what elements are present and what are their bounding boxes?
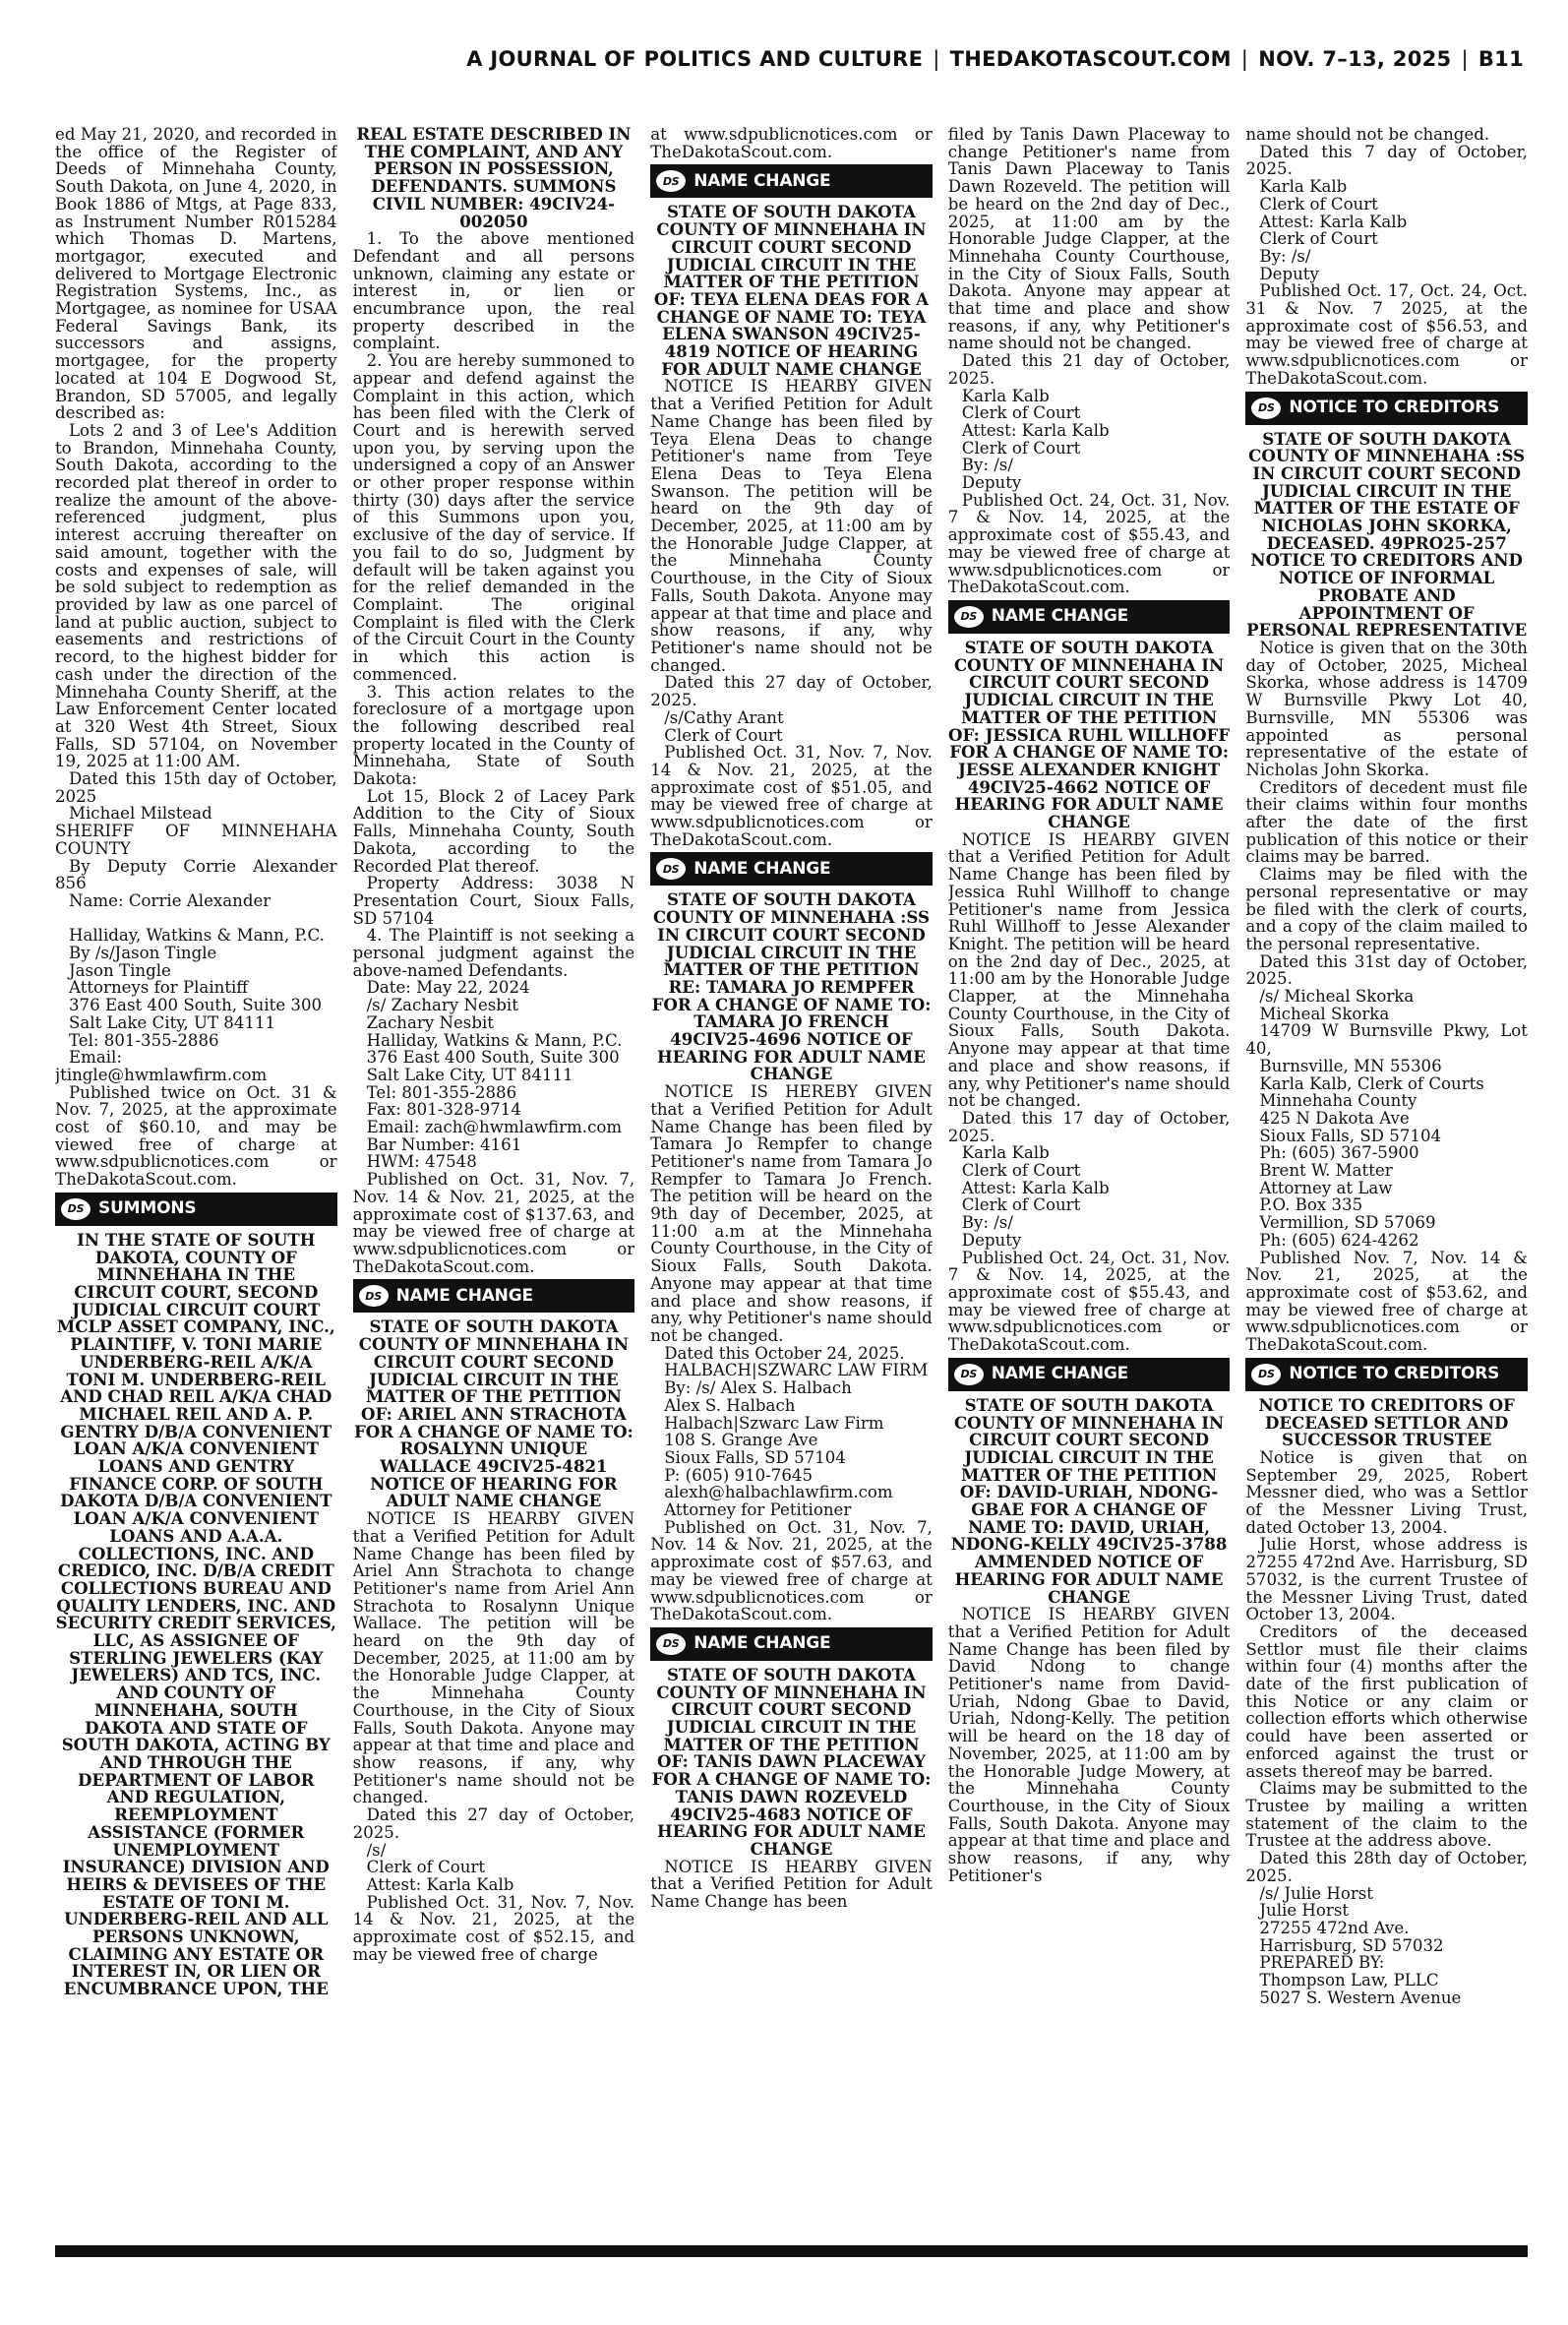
summons-text: 1. To the above mentioned Defendant and all persons unknown, claiming any estate or interest in, or lien or encumbrance upon, the real property described in the complaint. — [352, 229, 635, 353]
notice-heading: STATE OF SOUTH DAKOTA COUNTY OF MINNEHAHA :SS IN CIRCUIT COURT SECOND JUDICIAL CIRCUIT IN THE MATTER OF THE ESTATE OF NICHOLAS JOHN SKORKA, DECEASED. 49PRO25-257 NOTICE TO CREDITORS AND NOTICE OF INFORMAL PROBATE AND APPOINTMENT OF PERSONAL REPRESENTATIVE — [1246, 428, 1528, 641]
scout-logo-icon: DS — [1251, 398, 1281, 419]
notice-text: Julie Horst, whose address is 27255 472nd Ave. Harrisburg, SD 57032, is the current Trustee of the Messner Living Trust, dated October 13, 2004. — [1245, 1535, 1528, 1624]
name-change-banner — [650, 164, 933, 198]
address-line: Salt Lake City, UT 84111 — [69, 1012, 276, 1032]
signature-line: Clerk of Court — [961, 1195, 1081, 1215]
signature-line: /s/ — [366, 1840, 387, 1860]
signature-line: By: /s/ — [961, 456, 1013, 475]
publication-note: Published on Oct. 31, Nov. 7, Nov. 14 & Nov. 21, 2025, at the approximate cost of $57.63, and may be viewed free of charge at www.sdpublicnotices.com or TheDakotaScout.com. — [650, 1517, 933, 1624]
address-line: 5027 S. Western Avenue — [1259, 1988, 1462, 2007]
signature-line: Clerk of Court — [664, 725, 783, 745]
signature-line: Karla Kalb, Clerk of Courts — [1259, 1073, 1484, 1093]
phone-line: Tel: 801-355-2886 — [69, 1030, 219, 1050]
notice-heading: STATE OF SOUTH DAKOTA COUNTY OF MINNEHAHA IN CIRCUIT COURT SECOND JUDICIAL CIRCUIT IN THE MATTER OF THE PETITION OF: ARIEL ANN STRACHOTA FOR A CHANGE OF NAME TO: ROSALYNN UNIQUE WALLACE 49CIV25-4821 NOTICE OF HEARING FOR ADULT NAME CHANGE — [354, 1316, 633, 1511]
scout-logo-icon: DS — [359, 1285, 389, 1307]
dated-line: Dated this 15th day of October, 2025 — [55, 769, 337, 806]
phone-line: Ph: (605) 367-5900 — [1259, 1143, 1419, 1163]
address-line: P.O. Box 335 — [1259, 1195, 1363, 1215]
signature-line: Micheal Skorka — [1259, 1004, 1390, 1023]
masthead: A JOURNAL OF POLITICS AND CULTURE | THEDAKOTASCOUT.COM | NOV. 7–13, 2025 | B11 — [466, 47, 1524, 71]
email-line: Email: jtingle@hwmlawfirm.com — [55, 1048, 268, 1084]
page-number: B11 — [1478, 47, 1524, 71]
notice-text: Creditors of decedent must file their claims within four months after the date of the first publication of this notice or their claims may be barred. — [1245, 777, 1528, 867]
notice-text: NOTICE IS HEARBY GIVEN that a Verified Petition for Adult Name Change has been filed by Jessica Ruhl Willhoff to change Petitioner's name from Jessica Ruhl Willhoff to Jesse Alexander Knight. The petition will be heard on the 2nd day of Dec., 2025, at 11:00 am by the Honorable Judge Clapper, at the Minnehaha County Courthouse, in the City of Sioux Falls, South Dakota. Anyone may appear at that time and place and show reasons, if any, why Petitioner's name should not be changed. — [947, 829, 1231, 1111]
address-line: 108 S. Grange Ave — [664, 1431, 818, 1450]
summons-text: 4. The Plaintiff is not seeking a personal judgment against the above-named Defendants. — [352, 926, 635, 980]
notice-to-creditors-banner — [1245, 392, 1528, 425]
signature-line: Attest: Karla Kalb — [961, 420, 1110, 440]
foreclosure-text: ed May 21, 2020, and recorded in the office of the Register of Deeds of Minnehaha County, South Dakota, on June 4, 2020, in Book 1886 of Mtgs, at Page 833, as Instrument Number R015284 which Thomas D. Martens, mortgagor, executed and delivered to Mortgage Electronic Registration Systems, Inc., as Mortgagee, as nominee for USAA Federal Savings Bank, its successors and assigns, mortgagee, for the property located at 104 E Dogwood St, Brandon, SD 57005, and legally described as: — [55, 126, 337, 423]
foreclosure-text: Lots 2 and 3 of Lee's Addition to Brandon, Minnehaha County, South Dakota, according to the recorded plat thereof in order to realize the amount of the above-referenced judgment, plus interest accruing thereafter on said amount, together with the costs and expenses of sale, will be sold subject to redemption as provided by law as one parcel of land at public auction, subject to easements and restrictions of record, to the highest bidder for cash under the direction of the Minnehaha County Sheriff, at the Law Enforcement Center located at 320 West 4th Street, Sioux Falls, SD 57104, on November 19, 2025 at 11:00 AM. — [55, 420, 337, 771]
notice-heading: REAL ESTATE DESCRIBED IN THE COMPLAINT, AND ANY PERSON IN POSSESSION, DEFENDANTS. SUMMONS CIVIL NUMBER: 49CIV24-002050 — [356, 126, 632, 231]
signature-line: Zachary Nesbit — [366, 1012, 494, 1032]
address-line: 376 East 400 South, Suite 300 — [366, 1048, 620, 1068]
notice-text: Notice is given that on September 29, 2025, Robert Messner died, who was a Settlor of the Messner Living Trust, dated October 13, 2004. — [1245, 1447, 1528, 1537]
notice-text: Claims may be submitted to the Trustee by mailing a written statement of the claim to the Trustee at the address above. — [1245, 1779, 1528, 1851]
dated-line: Dated this 17 day of October, 2025. — [947, 1108, 1231, 1145]
banner-label: NOTICE TO CREDITORS — [1289, 1363, 1500, 1383]
notice-heading: NOTICE TO CREDITORS OF DECEASED SETTLOR AND SUCCESSOR TRUSTEE — [1258, 1394, 1515, 1450]
column-3 — [650, 126, 933, 2228]
signature-line: Attest: Karla Kalb — [366, 1874, 514, 1894]
scout-logo-icon: DS — [954, 606, 984, 628]
notice-text: Notice is given that on the 30th day of October, 2025, Micheal Skorka, whose address is 14709 W Burnsville Pkwy Lot 40, Burnsville, MN 55306 was appointed as personal representative of the estate of Nicholas John Skorka. — [1245, 638, 1528, 779]
dated-line: Date: May 22, 2024 — [366, 978, 530, 998]
name-change-banner — [948, 600, 1231, 634]
dated-line: Dated this 31st day of October, 2025. — [1245, 951, 1528, 989]
notice-heading: STATE OF SOUTH DAKOTA COUNTY OF MINNEHAHA :SS IN CIRCUIT COURT SECOND JUDICIAL CIRCUIT IN THE MATTER OF THE PETITION RE: TAMARA JO REMPFER FOR A CHANGE OF NAME TO: TAMARA JO FRENCH 49CIV25-4696 NOTICE OF HEARING FOR ADULT NAME CHANGE — [651, 889, 932, 1084]
address-line: Burnsville, MN 55306 — [1259, 1056, 1442, 1075]
signature-line: Deputy — [961, 1230, 1022, 1250]
firm-line: Halbach|Szwarc Law Firm — [664, 1413, 884, 1433]
publication-note: at www.sdpublicnotices.com or TheDakotaScout.com. — [650, 126, 933, 161]
signature-line: By Deputy Corrie Alexander 856 — [55, 856, 337, 893]
address-line: 27255 472nd Ave. — [1259, 1918, 1410, 1937]
name-change-banner — [650, 852, 933, 886]
masthead-site[interactable]: THEDAKOTASCOUT.COM — [949, 47, 1232, 71]
banner-label: NAME CHANGE — [991, 1363, 1129, 1383]
signature-line: /s/ Julie Horst — [1259, 1883, 1373, 1903]
dated-line: Dated this October 24, 2025. — [664, 1343, 905, 1363]
notice-text: Creditors of the deceased Settlor must file their claims within four (4) months after the date of the first publication of this Notice or any claim or collection efforts which otherwise could have been asserted or enforced against the trust or assets thereof may be barred. — [1245, 1621, 1528, 1781]
summons-text: 2. You are hereby summoned to appear and defend against the Complaint in this action, which has been filed with the Clerk of Court and is herewith served upon you, by serving upon the undersigned a copy of an Answer or other proper response within thirty (30) days after the service of this Summons upon you, exclusive of the day of service. If you fail to do so, Judgment by default will be taken against you for the relief demanded in the Complaint. The original Complaint is filed with the Clerk of the Circuit Court in the County in which this action is commenced. — [352, 351, 635, 684]
scout-logo-icon: DS — [656, 170, 686, 192]
notice-text: name should not be changed. — [1245, 126, 1490, 144]
signature-line: /s/Cathy Arant — [664, 707, 784, 727]
signature-line: By /s/Jason Tingle — [69, 944, 217, 963]
column-2 — [353, 126, 635, 2228]
signature-line: By: /s/ Alex S. Halbach — [664, 1378, 852, 1398]
banner-label: SUMMONS — [98, 1198, 197, 1219]
banner-label: NAME CHANGE — [694, 858, 831, 879]
signature-line: PREPARED BY: — [1259, 1953, 1385, 1973]
notice-text: NOTICE IS HEREBY GIVEN that a Verified Petition for Adult Name Change has been filed by Tamara Jo Rempfer to change Petitioner's name from Tamara Jo Rempfer to Tamara Jo French. The petition will be heard on the 9th day of December, 2025, at 11:00 a.m at the Minnehaha County Courthouse, in the City of Sioux Falls, South Dakota. Anyone may appear at that time and place and show reasons, if any, why Petitioner's name should not be changed. — [650, 1082, 933, 1345]
signature-line: SHERIFF OF MINNEHAHA COUNTY — [55, 822, 337, 858]
banner-label: NAME CHANGE — [694, 1633, 831, 1654]
firm-line: Halliday, Watkins & Mann, P.C. — [366, 1030, 623, 1050]
notice-text: NOTICE IS HEARBY GIVEN that a Verified Petition for Adult Name Change has been — [650, 1857, 933, 1912]
signature-line: Name: Corrie Alexander — [69, 890, 271, 910]
banner-label: NOTICE TO CREDITORS — [1289, 397, 1500, 417]
name-change-banner — [650, 1627, 933, 1661]
notice-text: NOTICE IS HEARBY GIVEN that a Verified Petition for Adult Name Change has been filed by Teya Elena Deas to change Petitioner's name from Teye Elena Deas to Teya Elena Swanson. The petition will be heard on the 9th day of December, 2025, at 11:00 am by the Honorable Judge Clapper, at the Minnehaha County Courthouse, in the City of Sioux Falls, South Dakota. Anyone may appear at that time and place and show reasons, if any, why Petitioner's name should not be changed. — [650, 377, 933, 675]
signature-line: Clerk of Court — [961, 438, 1081, 458]
name-change-banner — [948, 1358, 1231, 1391]
publication-note: Published twice on Oct. 31 & Nov. 7, 2025, at the approximate cost of $60.10, and may be viewed free of charge at www.sdpublicnotices.com or TheDakotaScout.com. — [55, 1082, 337, 1190]
signature-line: Clerk of Court — [961, 1161, 1081, 1181]
dated-line: Dated this 21 day of October, 2025. — [947, 351, 1231, 388]
masthead-journal: A JOURNAL OF POLITICS AND CULTURE — [466, 47, 924, 71]
summons-text: Property Address: 3038 N Presentation Court, Sioux Falls, SD 57104 — [352, 874, 635, 928]
banner-label: NAME CHANGE — [991, 606, 1129, 627]
summons-text: 3. This action relates to the foreclosure of a mortgage upon the following described real property located in the County of Minnehaha, State of South Dakota: — [352, 682, 635, 789]
signature-line: Brent W. Matter — [1259, 1161, 1393, 1181]
signature-line: Karla Kalb — [961, 386, 1050, 405]
signature-line: Deputy — [1259, 264, 1319, 283]
publication-note: Published Oct. 24, Oct. 31, Nov. 7 & Nov. 14, 2025, at the approximate cost of $55.43, and may be viewed free of charge at www.sdpublicnotices.com or TheDakotaScout.com. — [947, 490, 1231, 597]
signature-line: Attorney for Petitioner — [664, 1500, 852, 1520]
signature-line: Deputy — [961, 473, 1022, 493]
phone-line: Tel: 801-355-2886 — [366, 1082, 517, 1102]
signature-line: Clerk of Court — [366, 1858, 486, 1877]
firm-line: Halliday, Watkins & Mann, P.C. — [69, 926, 325, 946]
address-line: 14709 W Burnsville Pkwy, Lot 40, — [1245, 1021, 1528, 1059]
scout-logo-icon: DS — [1251, 1364, 1281, 1385]
signature-line: By: /s/ — [961, 1213, 1013, 1233]
spacer — [55, 910, 337, 928]
notice-text: NOTICE IS HEARBY GIVEN that a Verified Petition for Adult Name Change has been filed by David Ndong to change Petitioner's name from David-Uriah, Ndong Gbae to David, Uriah, Ndong-Kelly. The petition will be heard on the 18 day of November, 2025, at 11:00 am by the Honorable Judge Mowery, at the Minnehaha County Courthouse, in the City of Sioux Falls, South Dakota. Anyone may appear at that time and place and show reasons, if any, why Petitioner's — [947, 1605, 1231, 1885]
summons-banner — [55, 1193, 337, 1226]
signature-line: Minnehaha County — [1259, 1091, 1417, 1111]
banner-label: NAME CHANGE — [395, 1285, 533, 1306]
signature-line: Alex S. Halbach — [664, 1395, 796, 1415]
notice-heading: STATE OF SOUTH DAKOTA COUNTY OF MINNEHAHA IN CIRCUIT COURT SECOND JUDICIAL CIRCUIT IN THE MATTER OF THE PETITION OF: TEYA ELENA DEAS FOR A CHANGE OF NAME TO: TEYA ELENA SWANSON 49CIV25-4819 NOTICE OF HEARING FOR ADULT NAME CHANGE — [653, 202, 930, 379]
signature-line: Michael Milstead — [69, 804, 212, 824]
scout-logo-icon: DS — [954, 1364, 984, 1385]
hwm-number: HWM: 47548 — [366, 1152, 477, 1172]
signature-line: Clerk of Court — [1259, 229, 1378, 249]
publication-note: Published Oct. 31, Nov. 7, Nov. 14 & Nov. 21, 2025, at the approximate cost of $51.05, and may be viewed free of charge at www.sdpublicnotices.com or TheDakotaScout.com. — [650, 743, 933, 849]
address-line: 376 East 400 South, Suite 300 — [69, 996, 323, 1015]
signature-line: Clerk of Court — [961, 403, 1081, 423]
notice-columns — [55, 126, 1528, 2228]
publication-note: Published on Oct. 31, Nov. 7, Nov. 14 & Nov. 21, 2025, at the approximate cost of $137.63, and may be viewed free of charge at www.sdpublicnotices.com or TheDakotaScout.com. — [352, 1170, 635, 1276]
column-1 — [55, 126, 337, 2228]
scout-logo-icon: DS — [656, 1633, 686, 1655]
scout-logo-icon: DS — [61, 1198, 90, 1220]
notice-text: Claims may be filed with the personal representative or may be filed with the clerk of courts, and a copy of the claim mailed to the personal representative. — [1245, 865, 1528, 953]
notice-text: NOTICE IS HEARBY GIVEN that a Verified Petition for Adult Name Change has been filed by Ariel Ann Strachota to change Petitioner's name from Ariel Ann Strachota to Rosalynn Unique Wallace. The petition will be heard on the 9th day of December, 2025, at 11:00 am by the Honorable Judge Clapper, at the Minnehaha County Courthouse, in the City of Sioux Falls, South Dakota. Anyone may appear at that time and place and show reasons, if any, why Petitioner's name should not be changed. — [352, 1509, 635, 1807]
signature-line: /s/ Zachary Nesbit — [366, 996, 518, 1015]
dated-line: Dated this 27 day of October, 2025. — [352, 1805, 635, 1842]
summons-text: Lot 15, Block 2 of Lacey Park Addition to the City of Sioux Falls, Minnehaha County, South Dakota, according to the Recorded Plat thereof. — [352, 786, 635, 876]
signature-line: Attorneys for Plaintiff — [69, 978, 249, 998]
scout-logo-icon: DS — [656, 858, 686, 880]
publication-note: Published Oct. 24, Oct. 31, Nov. 7 & Nov. 14, 2025, at the approximate cost of $55.43, and may be viewed free of charge at www.sdpublicnotices.com or TheDakotaScout.com. — [947, 1248, 1231, 1355]
address-line: Vermillion, SD 57069 — [1259, 1213, 1436, 1233]
dated-line: Dated this 27 day of October, 2025. — [650, 673, 933, 710]
address-line: 425 N Dakota Ave — [1259, 1108, 1410, 1128]
publication-note: Published Oct. 17, Oct. 24, Oct. 31 & Nov. 7 2025, at the approximate cost of $56.53, and may be viewed free of charge at www.sdpublicnotices.com or TheDakotaScout.com. — [1245, 281, 1528, 388]
signature-line: Clerk of Court — [1259, 194, 1378, 214]
notice-text: filed by Tanis Dawn Placeway to change Petitioner's name from Tanis Dawn Placeway to Tanis Dawn Rozeveld. The petition will be heard on the 2nd day of Dec., 2025, at 11:00 am by the Honorable Judge Clapper, at the Minnehaha County Courthouse, in the City of Sioux Falls, South Dakota. Anyone may appear at that time and place and show reasons, if any, why Petitioner's name should not be changed. — [947, 126, 1231, 353]
publication-note: Published Oct. 31, Nov. 7, Nov. 14 & Nov. 21, 2025, at the approximate cost of $52.15, and may be viewed free of charge — [352, 1892, 635, 1964]
notice-to-creditors-banner — [1245, 1358, 1528, 1391]
firm-line: HALBACH|SZWARC LAW FIRM — [664, 1361, 929, 1380]
signature-line: Attorney at Law — [1259, 1178, 1393, 1197]
fax-line: Fax: 801-328-9714 — [366, 1100, 521, 1120]
notice-heading: STATE OF SOUTH DAKOTA COUNTY OF MINNEHAHA IN CIRCUIT COURT SECOND JUDICIAL CIRCUIT IN THE MATTER OF THE PETITION OF: DAVID-URIAH, NDONG-GBAE FOR A CHANGE OF NAME TO: DAVID, URIAH, NDONG-KELLY 49CIV25-3788 AMMENDED NOTICE OF HEARING FOR ADULT NAME CHANGE — [950, 1394, 1228, 1607]
footer-rule — [55, 2245, 1528, 2257]
signature-line: By: /s/ — [1259, 246, 1311, 266]
phone-line: Ph: (605) 624-4262 — [1259, 1230, 1419, 1250]
email-line: alexh@halbachlawfirm.com — [664, 1483, 893, 1502]
signature-line: Karla Kalb — [1259, 177, 1348, 197]
signature-line: Attest: Karla Kalb — [1259, 212, 1408, 231]
address-line: Harrisburg, SD 57032 — [1259, 1935, 1444, 1955]
notice-heading: STATE OF SOUTH DAKOTA COUNTY OF MINNEHAHA IN CIRCUIT COURT SECOND JUDICIAL CIRCUIT IN THE MATTER OF THE PETITION OF: TANIS DAWN PLACEWAY FOR A CHANGE OF NAME TO: TANIS DAWN ROZEVELD 49CIV25-4683 NOTICE OF HEARING FOR ADULT NAME CHANGE — [651, 1664, 932, 1859]
signature-line: Attest: Karla Kalb — [961, 1178, 1110, 1197]
email-line: Email: zach@hwmlawfirm.com — [366, 1118, 623, 1137]
address-line: Sioux Falls, SD 57104 — [664, 1447, 846, 1467]
notice-heading: STATE OF SOUTH DAKOTA COUNTY OF MINNEHAHA IN CIRCUIT COURT SECOND JUDICIAL CIRCUIT IN THE MATTER OF THE PETITION OF: JESSICA RUHL WILLHOFF FOR A CHANGE OF NAME TO: JESSE ALEXANDER KNIGHT 49CIV25-4662 NOTICE OF HEARING FOR ADULT NAME CHANGE — [948, 637, 1231, 832]
banner-label: NAME CHANGE — [694, 170, 831, 191]
column-5 — [1245, 126, 1528, 2228]
name-change-banner — [353, 1279, 635, 1313]
notice-heading: IN THE STATE OF SOUTH DAKOTA, COUNTY OF MINNEHAHA IN THE CIRCUIT COURT, SECOND JUDICIAL CIRCUIT COURT MCLP ASSET COMPANY, INC., PLAINTIFF, V. TONI MARIE UNDERBERG-REIL A/K/A TONI M. UNDERBERG-REIL AND CHAD REIL A/K/A CHAD MICHAEL REIL AND A. P. GENTRY D/B/A CONVENIENT LOAN A/K/A CONVENIENT LOANS AND GENTRY FINANCE CORP. OF SOUTH DAKOTA D/B/A CONVENIENT LOAN A/K/A CONVENIENT LOANS AND A.A.A. COLLECTIONS, INC. AND CREDICO, INC. D/B/A CREDIT COLLECTIONS BUREAU AND QUALITY LENDERS, INC. AND SECURITY CREDIT SERVICES, LLC, AS ASSIGNEE OF STERLING JEWELERS (KAY JEWELERS) AND TCS, INC. AND COUNTY OF MINNEHAHA, SOUTH DAKOTA AND STATE OF SOUTH DAKOTA, ACTING BY AND THROUGH THE DEPARTMENT OF LABOR AND REGULATION, REEMPLOYMENT ASSISTANCE (FORMER UNEMPLOYMENT INSURANCE) DIVISION AND HEIRS & DEVISEES OF THE ESTATE OF TONI M. UNDERBERG-REIL AND ALL PERSONS UNKNOWN, CLAIMING ANY ESTATE OR INTEREST IN, OR LIEN OR ENCUMBRANCE UPON, THE — [55, 1229, 336, 1999]
dated-line: Dated this 7 day of October, 2025. — [1245, 142, 1528, 179]
column-4 — [948, 126, 1231, 2228]
dated-line: Dated this 28th day of October, 2025. — [1245, 1849, 1528, 1885]
publication-note: Published Nov. 7, Nov. 14 & Nov. 21, 2025, at the approximate cost of $53.62, and may be viewed free of charge at www.sdpublicnotices.com or TheDakotaScout.com. — [1245, 1248, 1528, 1355]
signature-line: Jason Tingle — [69, 960, 171, 980]
bar-number: Bar Number: 4161 — [366, 1134, 522, 1154]
phone-line: P: (605) 910-7645 — [664, 1465, 814, 1485]
address-line: Salt Lake City, UT 84111 — [366, 1065, 573, 1084]
signature-line: /s/ Micheal Skorka — [1259, 987, 1415, 1007]
masthead-date: NOV. 7–13, 2025 — [1258, 47, 1452, 71]
address-line: Sioux Falls, SD 57104 — [1259, 1126, 1442, 1145]
signature-line: Julie Horst — [1259, 1901, 1350, 1921]
signature-line: Karla Kalb — [961, 1143, 1050, 1163]
firm-line: Thompson Law, PLLC — [1259, 1971, 1439, 1990]
